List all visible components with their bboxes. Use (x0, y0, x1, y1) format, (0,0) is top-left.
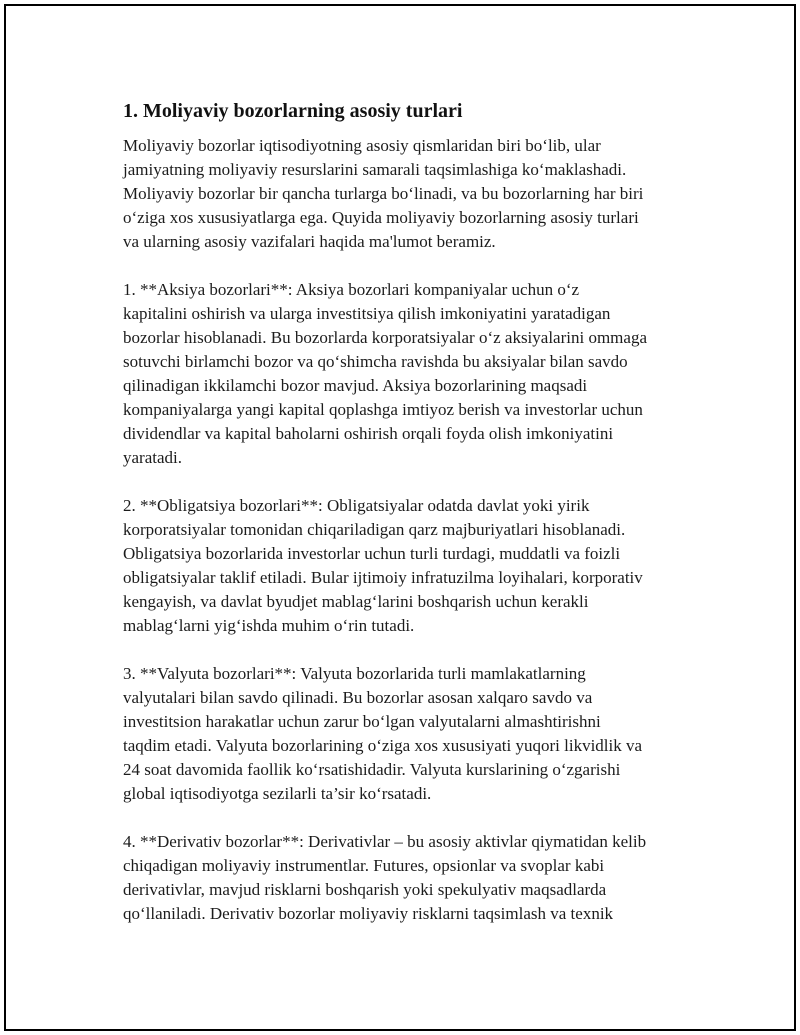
text-line: valyutalari bilan savdo qilinadi. Bu bozorlar asosan xalqaro savdo va (123, 688, 593, 707)
text-line: Obligatsiya bozorlarida investorlar uchun turli turdagi, muddatli va foizli (123, 544, 621, 563)
text-line: o‘ziga xos xususiyatlarga ega. Quyida moliyaviy bozorlarning asosiy turlari (123, 208, 639, 227)
text-line: taqdim etadi. Valyuta bozorlarining o‘ziga xos xususiyati yuqori likvidlik va (123, 736, 643, 755)
derivative-markets-paragraph (123, 830, 699, 926)
stock-markets-paragraph (123, 278, 699, 470)
text-line: va ularning asosiy vazifalari haqida ma'lumot beramiz. (123, 232, 496, 251)
text-line: jamiyatning moliyaviy resurslarini samarali taqsimlashiga ko‘maklashadi. (123, 160, 627, 179)
text-line: mablag‘larni yig‘ishda muhim o‘rin tutadi. (123, 616, 415, 635)
text-line: derivativlar, mavjud risklarni boshqarish yoki spekulyativ maqsadlarda (123, 880, 607, 899)
document-body (119, 98, 699, 950)
text-line: 1. **Aksiya bozorlari**: Aksiya bozorlari kompaniyalar uchun o‘z (123, 280, 580, 299)
text-line: kapitalini oshirish va ularga investitsiya qilish imkoniyatini yaratadigan (123, 304, 611, 323)
text-line: obligatsiyalar taklif etiladi. Bular ijtimoiy infratuzilma loyihalari, korporativ (123, 568, 643, 587)
text-line: investitsion harakatlar uchun zarur bo‘lgan valyutalarni almashtirishni (123, 712, 601, 731)
text-line: global iqtisodiyotga sezilarli ta’sir ko‘rsatadi. (123, 784, 432, 803)
text-line: kompaniyalarga yangi kapital qoplashga imtiyoz berish va investorlar uchun (123, 400, 643, 419)
currency-markets-paragraph (123, 662, 699, 806)
text-line: bozorlar hisoblanadi. Bu bozorlarda korporatsiyalar o‘z aksiyalarini ommaga (123, 328, 647, 347)
text-line: qo‘llaniladi. Derivativ bozorlar moliyaviy risklarni taqsimlash va texnik (123, 904, 614, 923)
section-heading: 1. Moliyaviy bozorlarning asosiy turlari (123, 100, 463, 122)
text-line: dividendlar va kapital baholarni oshirish orqali foyda olish imkoniyatini (123, 424, 614, 443)
text-line: Moliyaviy bozorlar iqtisodiyotning asosiy qismlaridan biri bo‘lib, ular (123, 136, 601, 155)
text-line: kengayish, va davlat byudjet mablag‘larini boshqarish uchun kerakli (123, 592, 589, 611)
text-line: qilinadigan ikkilamchi bozor mavjud. Aksiya bozorlarining maqsadi (123, 376, 588, 395)
page-frame (4, 4, 796, 1031)
intro-paragraph (123, 134, 699, 254)
text-line: sotuvchi birlamchi bozor va qo‘shimcha ravishda bu aksiyalar bilan savdo (123, 352, 628, 371)
text-line: Moliyaviy bozorlar bir qancha turlarga bo‘linadi, va bu bozorlarning har biri (123, 184, 644, 203)
text-line: 4. **Derivativ bozorlar**: Derivativlar – bu asosiy aktivlar qiymatidan kelib (123, 832, 647, 851)
text-line: chiqadigan moliyaviy instrumentlar. Futures, opsionlar va svoplar kabi (123, 856, 605, 875)
text-line: yaratadi. (123, 448, 182, 467)
text-line: korporatsiyalar tomonidan chiqariladigan qarz majburiyatlari hisoblanadi. (123, 520, 626, 539)
text-line: 24 soat davomida faollik ko‘rsatishidadir. Valyuta kurslarining o‘zgarishi (123, 760, 621, 779)
bond-markets-paragraph (123, 494, 699, 638)
text-line: 2. **Obligatsiya bozorlari**: Obligatsiyalar odatda davlat yoki yirik (123, 496, 590, 515)
text-line: 3. **Valyuta bozorlari**: Valyuta bozorlarida turli mamlakatlarning (123, 664, 586, 683)
